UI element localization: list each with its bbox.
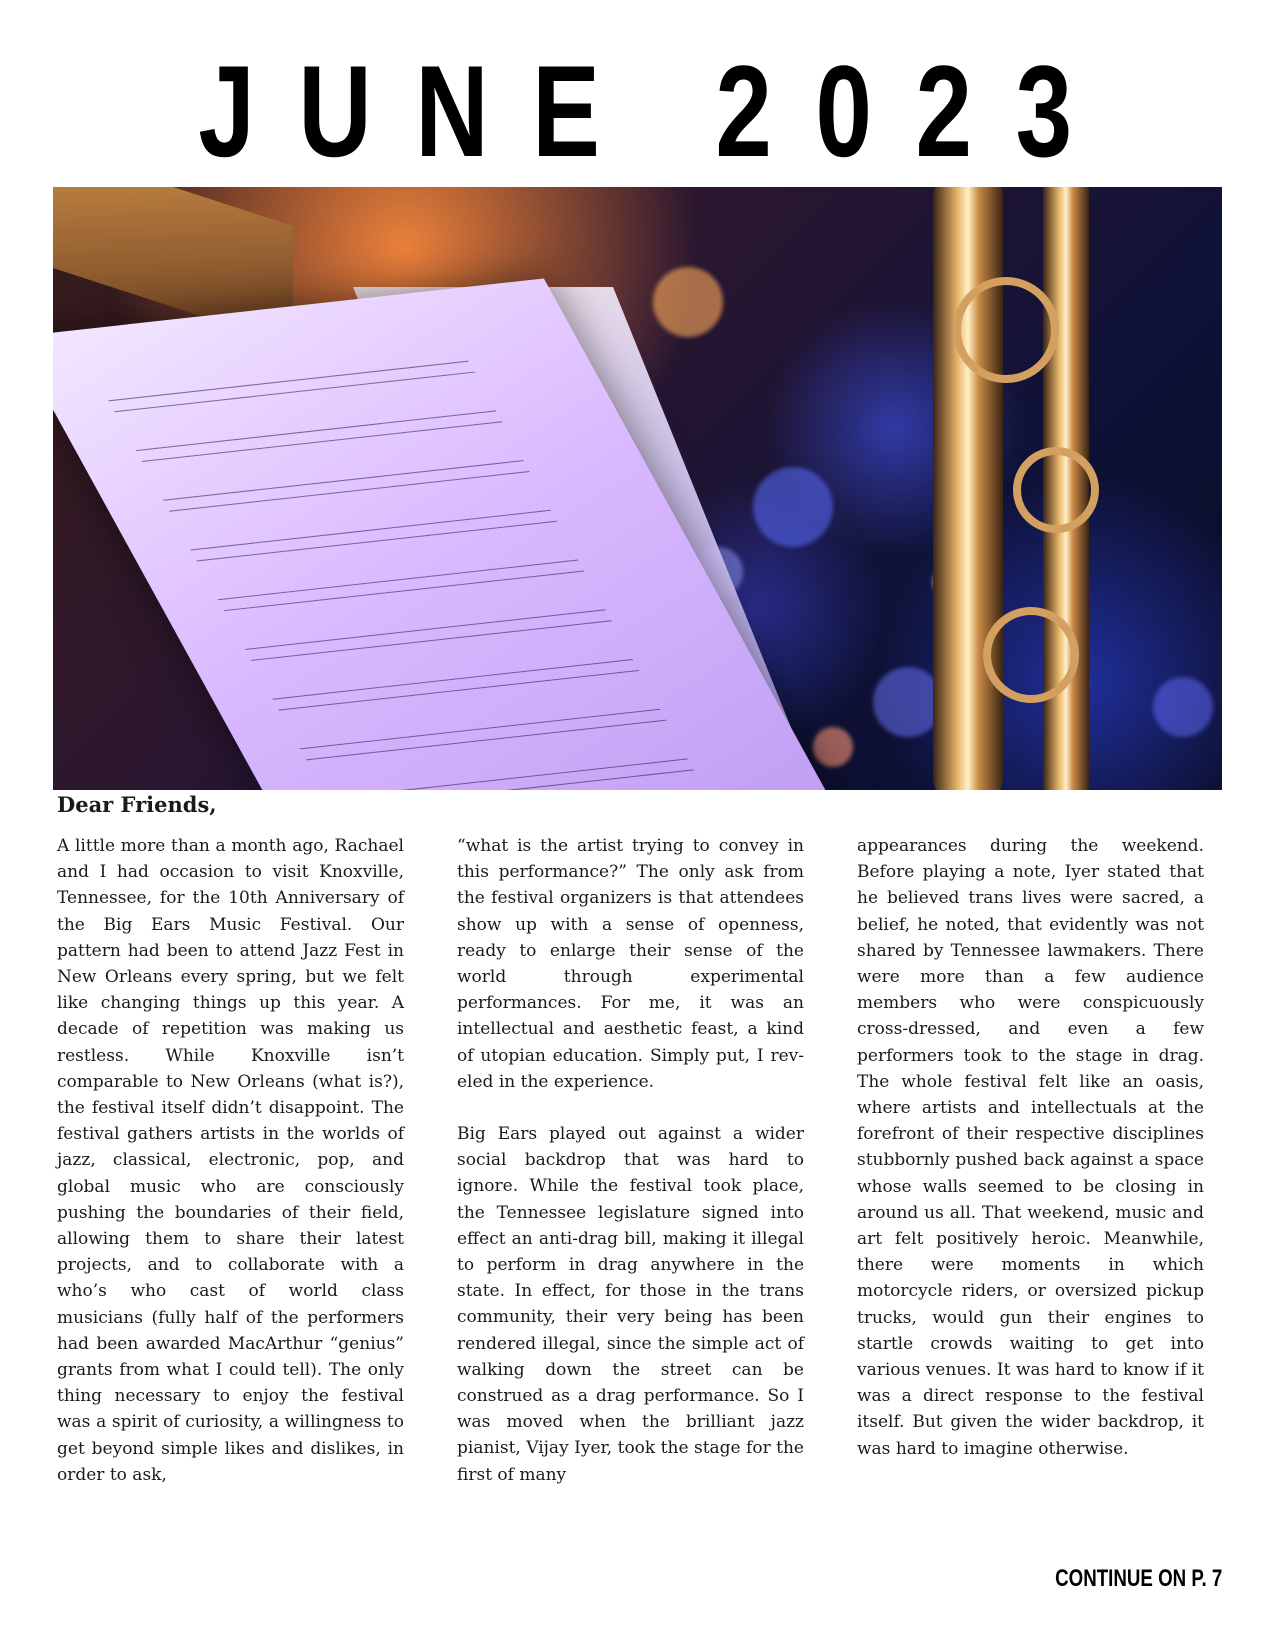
saxophone-key — [1013, 447, 1099, 533]
saxophone-body — [933, 187, 1003, 790]
bokeh-light — [653, 267, 723, 337]
bokeh-light — [753, 467, 833, 547]
paragraph: Big Ears played out against a wider social backdrop that was hard to ignore. While the festival took place, the Tennessee legislature signed into effect an anti-drag bill, making it illegal to perform in drag anywhere in the state. In effect, for those in the trans community, their very being has been rendered illegal, since the simple act of walking down the street can be construed as a drag performance. So I was moved when the brilliant jazz pianist, Vijay Iyer, took the stage for the first of many — [457, 1124, 804, 1485]
sheet-music-page — [53, 278, 883, 790]
saxophone-key — [953, 277, 1059, 383]
hero-photo-sheet-music-saxophone — [53, 187, 1222, 790]
saxophone-key — [983, 607, 1079, 703]
letter-column-2 — [457, 833, 804, 1488]
letter-greeting: Dear Friends, — [57, 792, 217, 817]
bokeh-light — [813, 727, 853, 767]
page-title: JUNE 2023 — [198, 38, 1117, 184]
continue-link[interactable]: CONTINUE ON P. 7 — [1054, 1565, 1222, 1592]
paragraph: appearances during the weekend. Before playing a note, Iyer stated that he believed trans lives were sacred, a belief, he noted, that evidently was not shared by Tennessee lawmakers. There were more than a few audience members who were conspicuously cross-dressed, and even a few performers took to the stage in drag. The whole festival felt like an oasis, where artists and intellectuals at the forefront of their respective disciplines stubbornly pushed back against a space whose walls seemed to be closing in around us all. That weekend, music and art felt positively heroic. Meanwhile, there were moments in which motorcycle riders, or oversized pickup trucks, would gun their engines to startle crowds waiting to get into various venues. It was hard to know if it was a direct response to the festival itself. But given the wider backdrop, it was hard to imagine otherwise. — [857, 836, 1204, 1459]
masthead — [0, 38, 1275, 184]
letter-column-3 — [857, 833, 1204, 1462]
bokeh-light — [1153, 677, 1213, 737]
letter-column-1 — [57, 833, 404, 1488]
paragraph: “what is the artist trying to convey in this performance?” The only ask from the festival organizers is that attendees show up with a sense of openness, ready to enlarge their sense of the world through experimental performances. For me, it was an intellectual and aesthetic feast, a kind of utopian education. Simply put, I reveled in the experience. — [457, 836, 804, 1092]
paragraph: A little more than a month ago, Rachael and I had occasion to visit Knoxville, Tennessee, for the 10th Anniversary of the Big Ears Music Festival. Our pattern had been to attend Jazz Fest in New Orleans every spring, but we felt like changing things up this year. A decade of repetition was making us restless. While Knoxville isn’t comparable to New Orleans (what is?), the festival itself didn’t disappoint. The festival gathers artists in the worlds of jazz, classical, electronic, pop, and global music who are consciously pushing the boundaries of their field, allowing them to share their latest projects, and to collaborate with a who’s who cast of world class musicians (fully half of the performers had been awarded MacArthur “genius” grants from what I could tell). The only thing necessary to enjoy the festival was a spirit of curiosity, a willingness to get beyond simple likes and dislikes, in order to ask, — [57, 836, 404, 1485]
